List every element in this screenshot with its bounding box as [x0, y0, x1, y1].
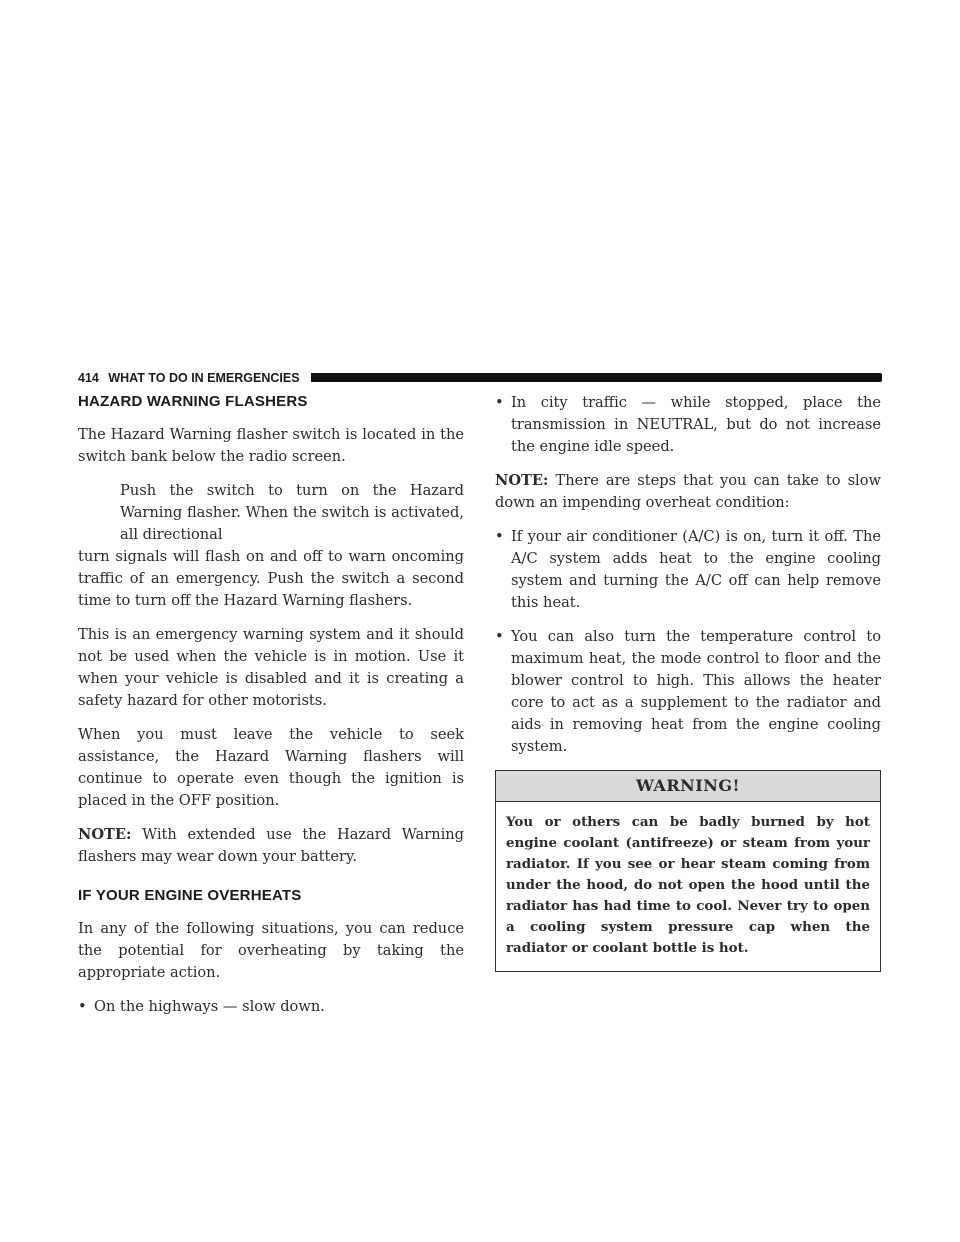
list-item — [495, 526, 881, 614]
hazard-instructions-indented: Push the switch to turn on the Hazard Warning flasher. When the switch is activated, all directional — [120, 482, 464, 543]
overheat-heading: IF YOUR ENGINE OVERHEATS — [78, 887, 302, 904]
list-item-text: On the highways — slow down. — [94, 998, 325, 1015]
left-column — [78, 392, 464, 1030]
overheat-steps-list — [495, 526, 881, 758]
note-text: With extended use the Hazard Warning flashers may wear down your battery. — [78, 826, 464, 865]
hazard-usage-text: This is an emergency warning system and it should not be used when the vehicle is in motion. Use it when your vehicle is disabled and it is creating a safety hazard for other motorists. — [78, 626, 464, 709]
warning-box — [495, 770, 881, 972]
note-label: NOTE: — [78, 826, 132, 843]
hazard-instructions-rest: turn signals will flash on and off to warn oncoming traffic of an emergency. Push the switch a second time to turn off the Hazard Warning flashers. — [78, 548, 464, 609]
header-rule — [311, 373, 882, 382]
overheat-intro-text: In any of the following situations, you can reduce the potential for overheating by taking the appropriate action. — [78, 920, 464, 981]
hazard-leave-vehicle-text: When you must leave the vehicle to seek assistance, the Hazard Warning flashers will continue to operate even though the ignition is placed in the OFF position. — [78, 726, 464, 809]
list-item-text: In city traffic — while stopped, place the transmission in NEUTRAL, but do not increase the engine idle speed. — [511, 394, 881, 455]
overheat-list-right — [495, 392, 881, 458]
page-header — [78, 370, 882, 386]
hazard-instructions — [78, 480, 464, 612]
note-text: There are steps that you can take to slow down an impending overheat condition: — [495, 472, 881, 511]
bullet-icon: • — [78, 998, 87, 1015]
overheat-list-left — [78, 996, 464, 1018]
hazard-heading: HAZARD WARNING FLASHERS — [78, 393, 308, 410]
bullet-icon: • — [495, 528, 504, 545]
list-item-text: If your air conditioner (A/C) is on, turn it off. The A/C system adds heat to the engine cooling system and turning the A/C off can help remove this heat. — [511, 528, 881, 611]
list-item — [78, 996, 464, 1018]
list-item-text: You can also turn the temperature control to maximum heat, the mode control to floor and the blower control to high. This allows the heater core to act as a supplement to the radiator and aids in removing heat from the engine cooling system. — [511, 628, 881, 755]
section-title: WHAT TO DO IN EMERGENCIES — [108, 371, 300, 385]
right-column — [495, 392, 881, 972]
list-item — [495, 392, 881, 458]
list-item — [495, 626, 881, 758]
overheat-note — [495, 470, 881, 514]
bullet-icon: • — [495, 628, 504, 645]
warning-title: WARNING! — [496, 771, 880, 802]
warning-text: You or others can be badly burned by hot engine coolant (antifreeze) or steam from your radiator. If you see or hear steam coming from under the hood, do not open the hood until the radiator has had time to cool. Never try to open a cooling system pressure cap when the radiator or coolant bottle is hot. — [506, 814, 870, 956]
page-number: 414 — [78, 371, 99, 385]
note-label: NOTE: — [495, 472, 549, 489]
hazard-location-text: The Hazard Warning flasher switch is located in the switch bank below the radio screen. — [78, 426, 464, 465]
page-header-label — [78, 370, 300, 386]
bullet-icon: • — [495, 394, 504, 411]
hazard-note — [78, 824, 464, 868]
